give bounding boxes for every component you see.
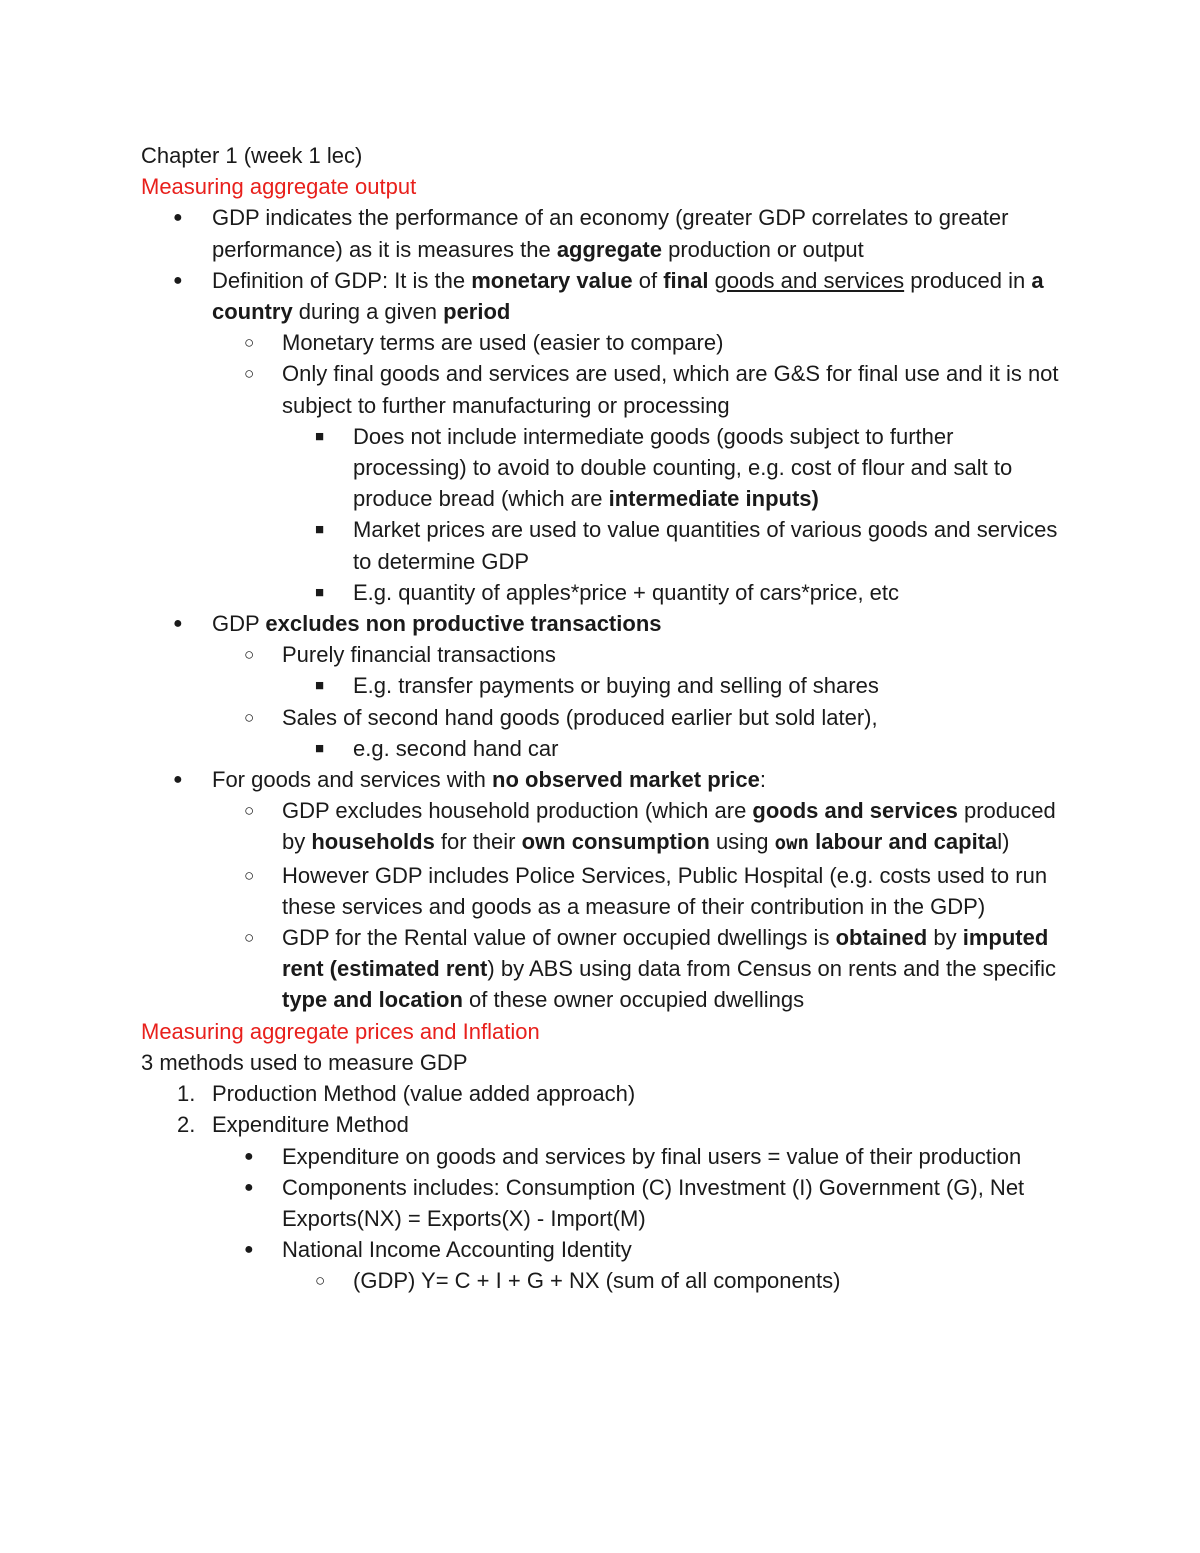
bullet-circle-icon: ○ — [244, 364, 255, 384]
bullet-circle-icon: ○ — [244, 801, 255, 821]
bullet-no-market-price: ● For goods and services with no observed market price: — [141, 764, 1071, 795]
methods-intro: 3 methods used to measure GDP — [141, 1049, 468, 1075]
numbered-item-expenditure-method: 2. Expenditure Method — [141, 1109, 1071, 1140]
sub-bullet-monetary-terms: ○ Monetary terms are used (easier to compare) — [141, 327, 1071, 358]
sub-bullet-national-income-identity: ● National Income Accounting Identity — [141, 1234, 1071, 1265]
bullet-disc-icon: ● — [173, 771, 183, 789]
bullet-circle-icon: ○ — [244, 707, 255, 727]
sub-sub-bullet-market-prices: ■ Market prices are used to value quantities of various goods and services to determine GDP — [141, 514, 1071, 576]
sub-bullet-second-hand: ○ Sales of second hand goods (produced earlier but sold later), — [141, 702, 1071, 733]
sub-sub-bullet-intermediate-goods: ■ Does not include intermediate goods (goods subject to further processing) to avoid to double counting, e.g. cost of flour and salt to produce bread (which are intermediate inputs) — [141, 421, 1071, 515]
sub-bullet-components: ● Components includes: Consumption (C) Investment (I) Government (G), Net Exports(NX) = Exports(X) - Import(M) — [141, 1172, 1071, 1234]
bullet-disc-icon: ● — [244, 1147, 254, 1165]
bullet-circle-icon: ○ — [244, 333, 255, 353]
bullet-disc-icon: ● — [244, 1241, 254, 1259]
numbered-item-production-method: 1. Production Method (value added approach) — [141, 1078, 1071, 1109]
sub-bullet-household-production: ○ GDP excludes household production (which are goods and services produced by households for their own consumption using own labour and capital) — [141, 795, 1071, 859]
sub-bullet-final-goods: ○ Only final goods and services are used, which are G&S for final use and it is not subject to further manufacturing or processing — [141, 358, 1071, 420]
bullet-square-icon: ■ — [315, 677, 325, 695]
bullet-square-icon: ■ — [315, 583, 325, 601]
bullet-disc-icon: ● — [173, 615, 183, 633]
bullet-gdp-definition: ● Definition of GDP: It is the monetary value of final goods and services produced in a country during a given period — [141, 265, 1071, 327]
bullet-square-icon: ■ — [315, 521, 325, 539]
bullet-square-icon: ■ — [315, 739, 325, 757]
sub-bullet-police-hospital: ○ However GDP includes Police Services, Public Hospital (e.g. costs used to run these services and goods as a measure of their contribution in the GDP) — [141, 860, 1071, 922]
list-number: 2. — [177, 1112, 196, 1138]
bullet-disc-icon: ● — [173, 209, 183, 227]
list-number: 1. — [177, 1081, 196, 1107]
sub-sub-bullet-gdp-formula: ○ (GDP) Y= C + I + G + NX (sum of all components) — [141, 1265, 1071, 1296]
bullet-non-productive: ● GDP excludes non productive transactions — [141, 608, 1071, 639]
sub-bullet-financial: ○ Purely financial transactions — [141, 639, 1071, 670]
bullet-circle-icon: ○ — [244, 928, 255, 948]
bullet-circle-icon: ○ — [244, 645, 255, 665]
section-heading-aggregate-output: Measuring aggregate output — [141, 174, 417, 200]
bullet-gdp-performance: ● GDP indicates the performance of an economy (greater GDP correlates to greater performance) as it is measures the aggregate production or output — [141, 202, 1071, 264]
bullet-square-icon: ■ — [315, 427, 325, 445]
sub-bullet-expenditure-final-users: ● Expenditure on goods and services by final users = value of their production — [141, 1141, 1071, 1172]
sub-bullet-rental-value: ○ GDP for the Rental value of owner occupied dwellings is obtained by imputed rent (estimated rent) by ABS using data from Census on rents and the specific type and location of these owner occupied dwellings — [141, 922, 1071, 1016]
bullet-circle-icon: ○ — [315, 1271, 326, 1291]
bullet-circle-icon: ○ — [244, 865, 255, 885]
document-body — [141, 140, 1071, 1297]
chapter-title: Chapter 1 (week 1 lec) — [141, 143, 363, 168]
bullet-disc-icon: ● — [173, 271, 183, 289]
sub-sub-bullet-transfer-payments: ■ E.g. transfer payments or buying and selling of shares — [141, 670, 1071, 701]
sub-sub-bullet-second-hand-car: ■ e.g. second hand car — [141, 733, 1071, 764]
sub-sub-bullet-example-quantity: ■ E.g. quantity of apples*price + quantity of cars*price, etc — [141, 577, 1071, 608]
section-heading-prices-inflation: Measuring aggregate prices and Inflation — [141, 1018, 540, 1044]
bullet-disc-icon: ● — [244, 1178, 254, 1196]
